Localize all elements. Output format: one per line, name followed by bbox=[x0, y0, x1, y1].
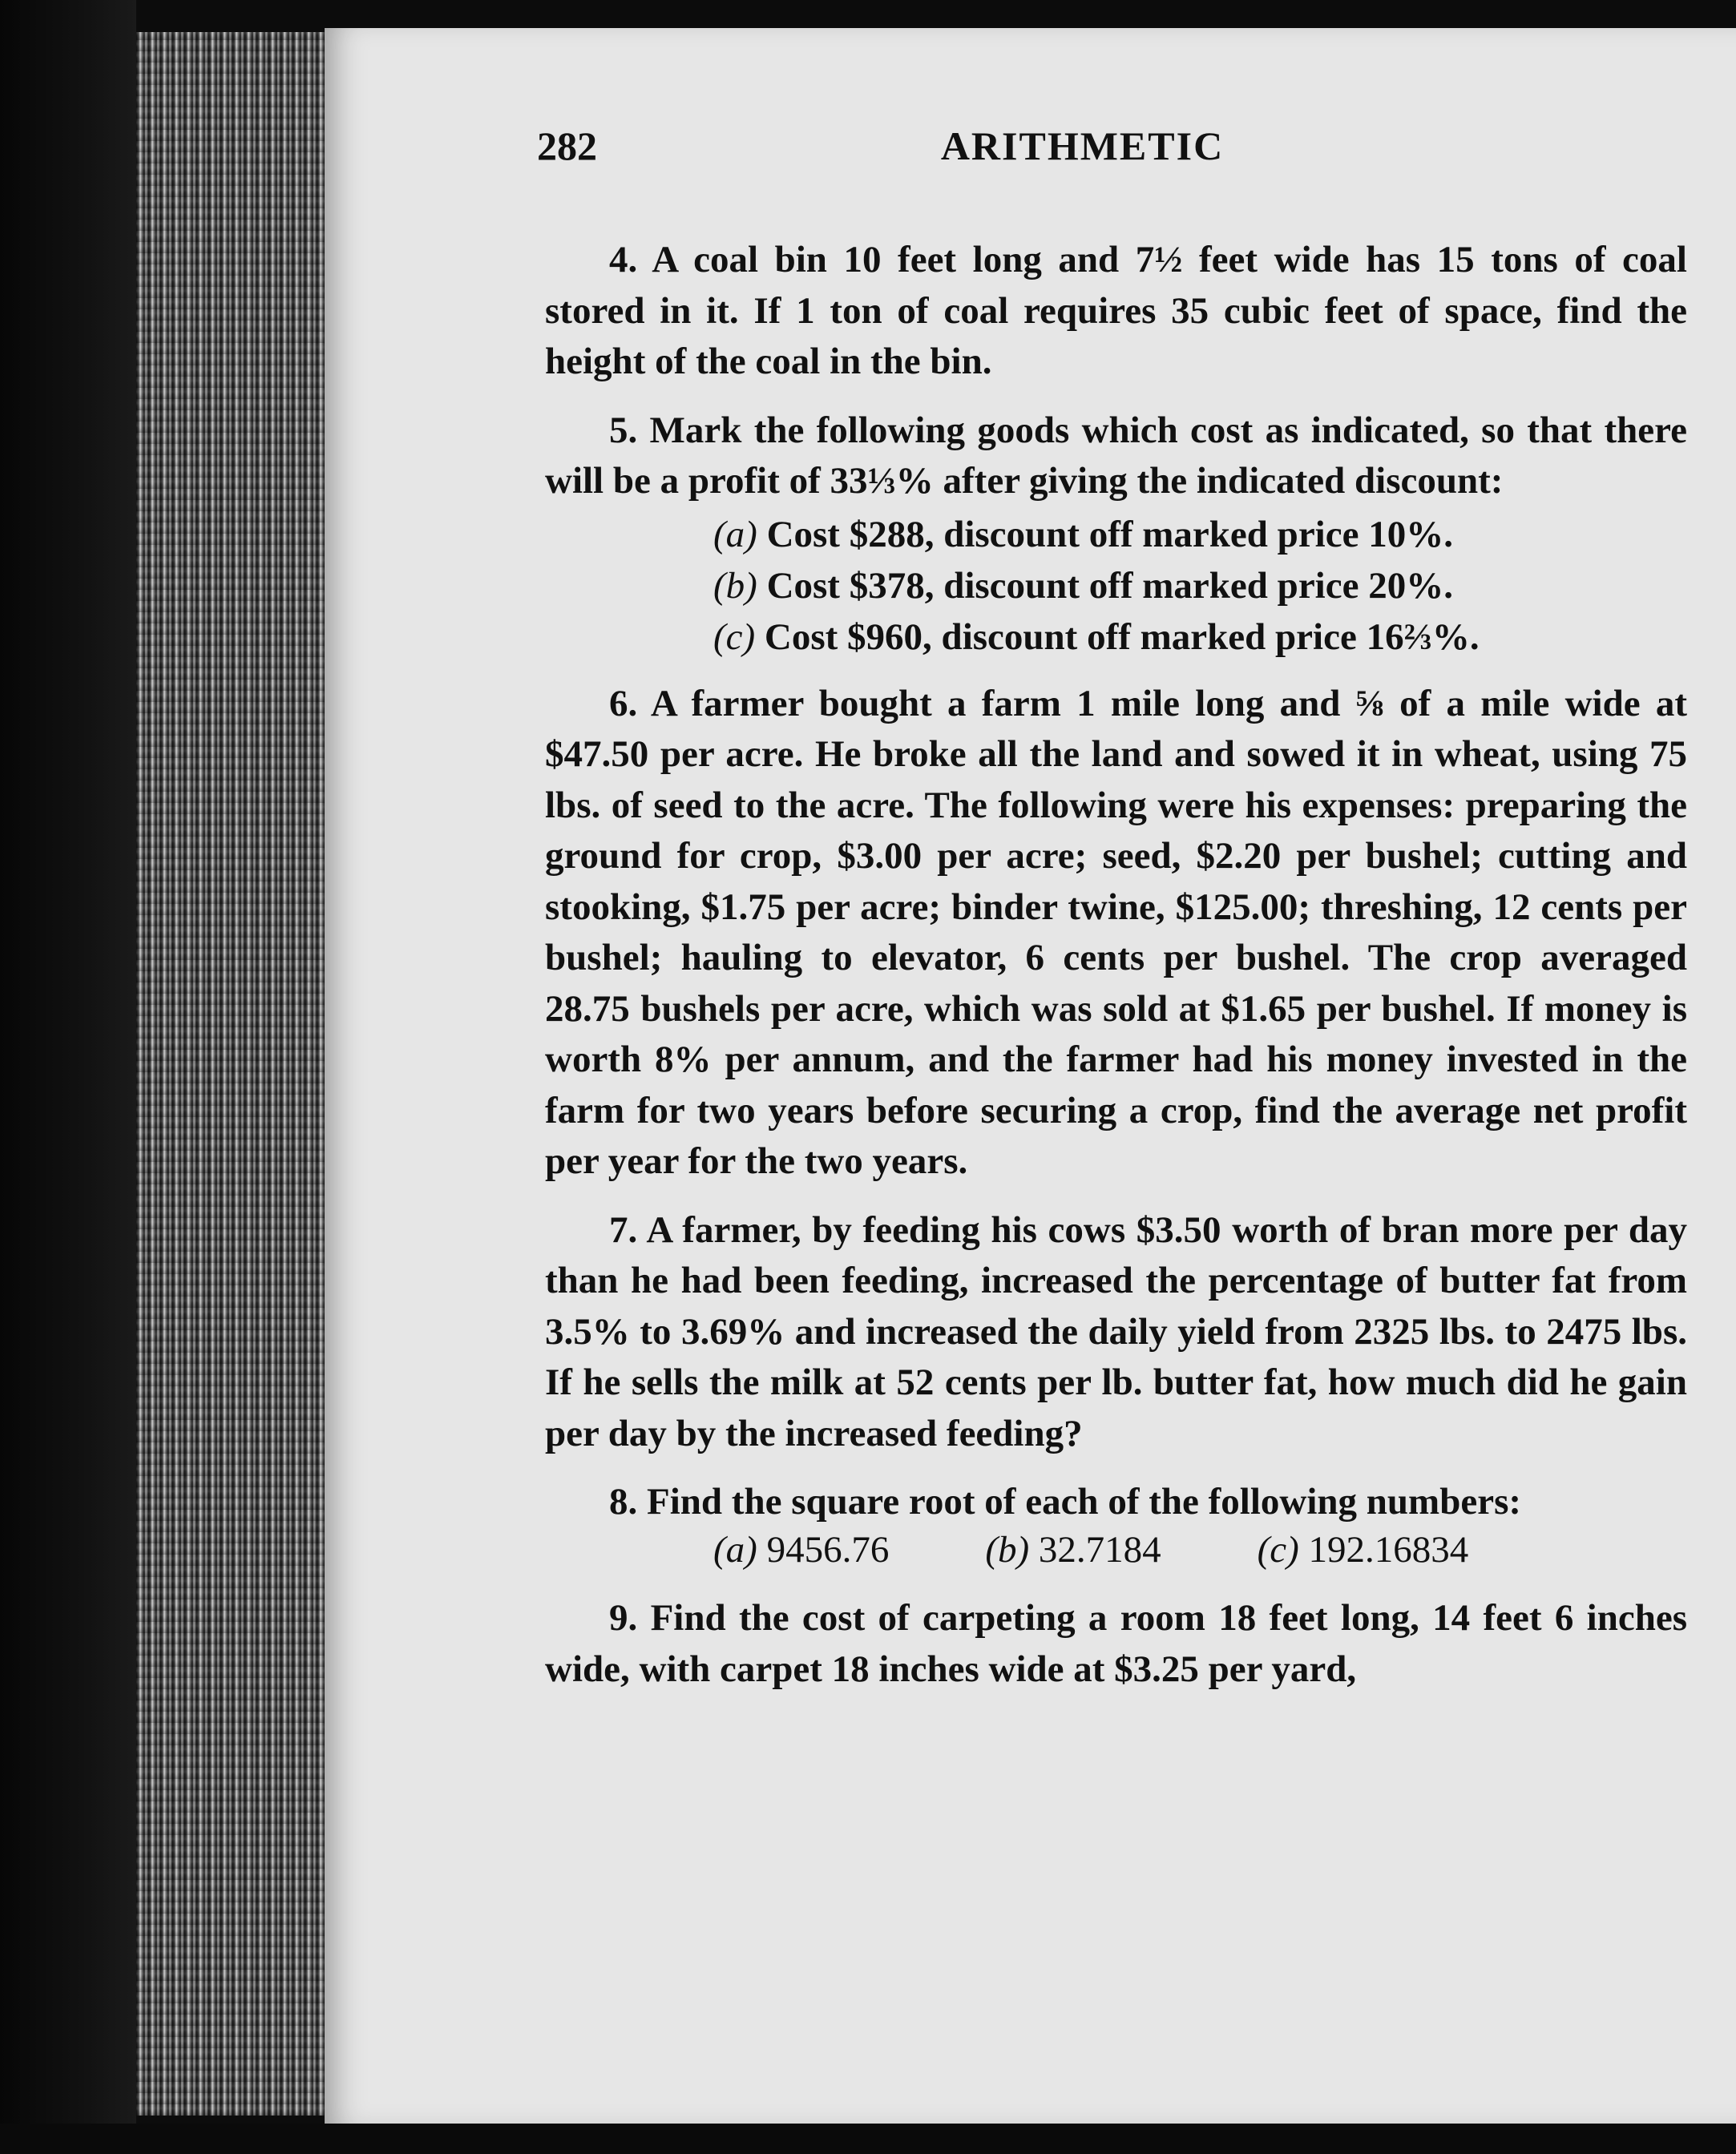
list-item bbox=[1258, 1525, 1469, 1576]
problem-text: Find the cost of carpeting a room 18 feet long, 14 feet 6 inches wide, with carpet 18 inches wide at $3.25 per yard, bbox=[545, 1597, 1688, 1690]
problem-number: 5. bbox=[609, 409, 638, 451]
problem-5-parts bbox=[545, 509, 1687, 663]
scan-border-bottom bbox=[0, 2124, 1736, 2154]
page-number: 282 bbox=[537, 123, 597, 168]
problem-text: Mark the following goods which cost as indicated, so that there will be a profit of 33⅓% after giving the indicated discount: bbox=[545, 409, 1687, 502]
list-item bbox=[713, 560, 1687, 611]
problem-5 bbox=[545, 405, 1687, 507]
problem-9 bbox=[545, 1593, 1687, 1695]
problem-number: 7. bbox=[609, 1208, 638, 1251]
problem-8-parts bbox=[545, 1525, 1687, 1576]
part-text: Cost $960, discount off marked price 16⅔%. bbox=[764, 615, 1480, 658]
problem-number: 8. bbox=[609, 1481, 638, 1523]
problem-text: A coal bin 10 feet long and 7½ feet wide has 15 tons of coal stored in it. If 1 ton of coal requires 35 cubic feet of space, find the height of the coal in the bin. bbox=[545, 239, 1687, 382]
problem-8 bbox=[545, 1477, 1687, 1528]
problem-number: 6. bbox=[609, 682, 638, 724]
part-text: 192.16834 bbox=[1308, 1528, 1469, 1571]
part-label: (c) bbox=[1257, 1528, 1299, 1571]
problem-7 bbox=[545, 1205, 1687, 1460]
problem-number: 4. bbox=[609, 239, 638, 280]
part-label: (a) bbox=[713, 1528, 757, 1571]
problem-text: A farmer, by feeding his cows $3.50 worth of bran more per day than he had been feeding, increased the percentage of butter fat from 3.5% to 3.69% and increased the daily yield from 2325 lbs. to 2475 lbs. If he sells the milk at 52 cents per lb. butter fat, how much did he gain per day by the increased feeding? bbox=[545, 1208, 1687, 1454]
problem-number: 9. bbox=[609, 1597, 638, 1639]
problem-text: Find the square root of each of the following numbers: bbox=[647, 1481, 1522, 1523]
part-label: (c) bbox=[713, 615, 756, 658]
problem-4 bbox=[545, 235, 1687, 388]
page-body bbox=[545, 235, 1687, 1712]
problem-text: A farmer bought a farm 1 mile long and ⅝ of a mile wide at $47.50 per acre. He broke all the land and sowed it in wheat, using 75 lbs. of seed to the acre. The following were his expenses: preparing the ground for crop, $3.00 per acre; seed, $2.20 per bushel; cutting and stooking, $1.75 per acre; binder twine, $125.00; threshing, 12 cents per bushel; hauling to elevator, 6 cents per bushel. The crop averaged 28.75 bushels per acre, which was sold at $1.65 per bushel. If money is worth 8% per annum, and the farmer had his money invested in the farm for two years before securing a crop, find the average net profit per year for the two years. bbox=[545, 682, 1687, 1182]
list-item bbox=[713, 509, 1687, 560]
part-text: Cost $378, discount off marked price 20%. bbox=[766, 564, 1453, 607]
part-label: (b) bbox=[985, 1528, 1030, 1571]
list-item bbox=[713, 611, 1687, 663]
list-item bbox=[985, 1525, 1161, 1576]
part-label: (a) bbox=[713, 513, 757, 555]
part-label: (b) bbox=[713, 564, 757, 607]
part-text: 32.7184 bbox=[1038, 1528, 1161, 1571]
problem-6 bbox=[545, 679, 1687, 1188]
running-head: ARITHMETIC bbox=[940, 123, 1225, 168]
list-item bbox=[713, 1525, 889, 1576]
part-text: Cost $288, discount off marked price 10%. bbox=[766, 513, 1453, 555]
book-page-edges bbox=[136, 32, 337, 2116]
scan-border-left bbox=[0, 0, 136, 2154]
part-text: 9456.76 bbox=[766, 1528, 890, 1571]
book-page bbox=[325, 28, 1736, 2124]
